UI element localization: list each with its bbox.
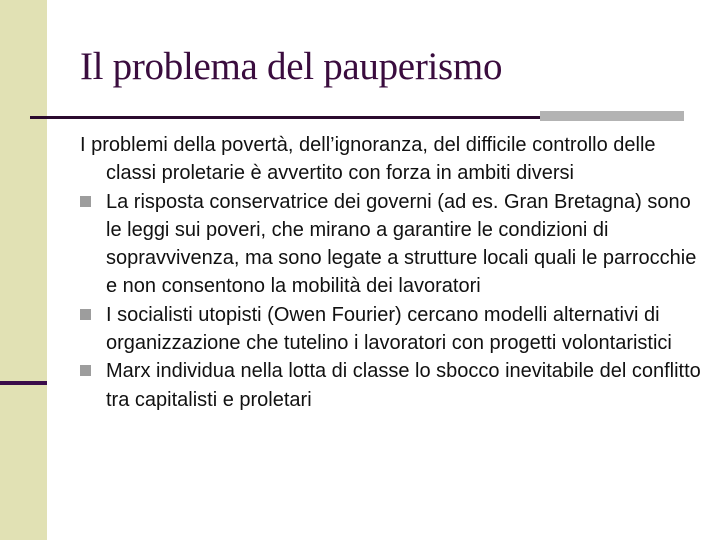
intro-paragraph bbox=[80, 131, 710, 188]
title-underline-accent bbox=[540, 111, 684, 121]
square-bullet-icon bbox=[80, 196, 91, 207]
slide-body bbox=[80, 131, 710, 414]
bullet-text: Marx individua nella lotta di classe lo sbocco inevitabile del conflitto tra capitalisti e proletari bbox=[106, 360, 701, 411]
side-decoration-bar bbox=[0, 0, 47, 540]
bullet-text: I socialisti utopisti (Owen Fourier) cercano modelli alternativi di organizzazione che tutelino i lavoratori con progetti volontaristici bbox=[106, 303, 672, 355]
intro-text: I problemi della povertà, dell’ignoranza, del difficile controllo delle classi proletarie è avvertito con forza in ambiti diversi bbox=[80, 134, 656, 185]
bullet-text: La risposta conservatrice dei governi (ad es. Gran Bretagna) sono le leggi sui poveri, che mirano a garantire le condizioni di sopravvivenza, ma sono legate a strutture locali quali le parrocchie e non consentono la mobilità dei lavoratori bbox=[106, 190, 697, 298]
bullet-item bbox=[80, 357, 710, 414]
square-bullet-icon bbox=[80, 309, 91, 320]
square-bullet-icon bbox=[80, 365, 91, 376]
bullet-item bbox=[80, 301, 710, 358]
slide-title: Il problema del pauperismo bbox=[80, 45, 503, 88]
side-accent-line bbox=[0, 381, 47, 385]
title-underline bbox=[30, 116, 542, 119]
bullet-item bbox=[80, 188, 710, 301]
